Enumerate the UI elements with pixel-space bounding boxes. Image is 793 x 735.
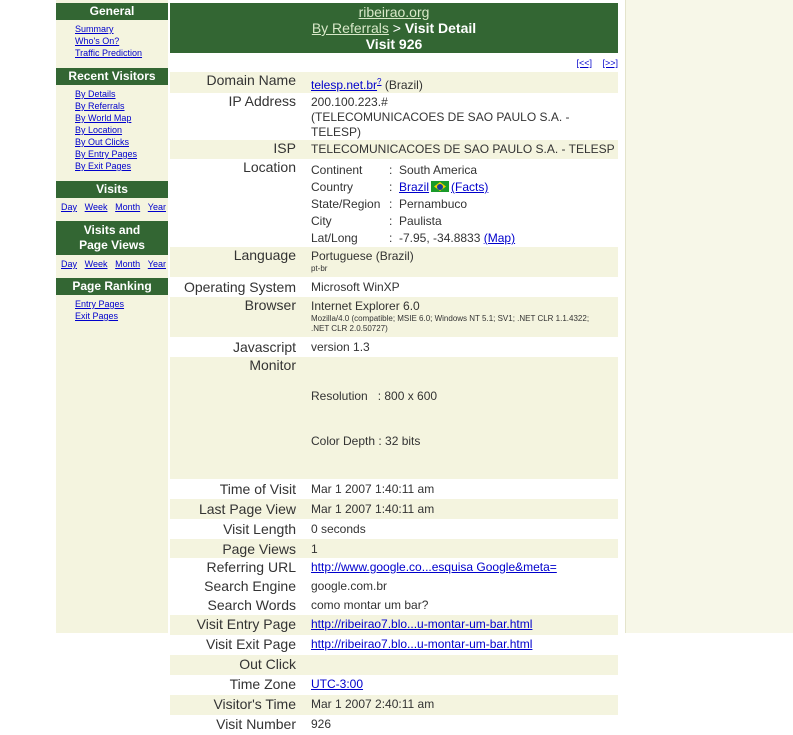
pageviews-month-link[interactable]: Month (115, 259, 141, 269)
link-by-details[interactable]: By Details (75, 89, 116, 99)
sidebar-general-links (56, 20, 168, 65)
main-content (170, 3, 618, 735)
value-browser (311, 297, 618, 337)
row-referring-url (170, 558, 618, 577)
link-by-world-map[interactable]: By World Map (75, 113, 132, 123)
row-search-engine (170, 577, 618, 596)
next-visit-link[interactable]: [>>] (602, 58, 618, 68)
row-entry-page (170, 615, 618, 635)
label-search-words: Search Words (207, 597, 296, 613)
label-time-of-visit: Time of Visit (219, 481, 296, 497)
pageviews-year-link[interactable]: Year (147, 259, 166, 269)
breadcrumb (170, 20, 618, 36)
label-visit-number: Visit Number (216, 716, 296, 732)
monitor-resolution: Resolution : 800 x 600 (311, 389, 438, 403)
sidebar-heading-visits-page-views (56, 221, 168, 255)
pageviews-period-links (56, 255, 168, 275)
value-time-of-visit: Mar 1 2007 1:40:11 am (311, 482, 435, 496)
label-visit-length: Visit Length (223, 521, 296, 537)
label-search-engine: Search Engine (204, 578, 296, 594)
breadcrumb-current: Visit Detail (404, 20, 477, 36)
location-latlong (311, 230, 618, 247)
link-by-exit-pages[interactable]: By Exit Pages (75, 161, 132, 171)
visit-detail-table (170, 72, 618, 735)
title-bar (170, 3, 618, 53)
country-key: Country (311, 180, 354, 194)
sidebar-recent-links (56, 85, 168, 178)
continent-value: South America (399, 163, 478, 177)
label-browser: Browser (170, 297, 311, 337)
ip-address: 200.100.223.# (311, 95, 388, 109)
browser-name: Internet Explorer 6.0 (311, 299, 420, 313)
row-page-views (170, 539, 618, 558)
language-name: Portuguese (Brazil) (311, 249, 414, 263)
city-value: Paulista (399, 214, 442, 228)
city-sep: : (389, 214, 393, 228)
latlong-sep: : (389, 231, 393, 245)
row-domain (170, 72, 618, 93)
visits-week-link[interactable]: Week (84, 202, 108, 212)
label-referring-url: Referring URL (206, 559, 296, 575)
row-time-of-visit (170, 479, 618, 499)
site-link[interactable]: ribeirao.org (358, 4, 430, 20)
location-country (311, 179, 618, 196)
link-entry-pages[interactable]: Entry Pages (75, 299, 125, 309)
latlong-key: Lat/Long (311, 231, 358, 245)
label-language: Language (170, 247, 311, 277)
state-sep: : (389, 197, 393, 211)
value-location (311, 159, 618, 247)
value-time-zone (311, 675, 618, 695)
label-exit-page: Visit Exit Page (205, 636, 296, 652)
heading-line-1: Visits and (83, 223, 141, 237)
value-entry-page (311, 615, 618, 635)
location-continent (311, 162, 618, 179)
value-os: Microsoft WinXP (311, 280, 400, 294)
domain-country: (Brazil) (381, 78, 423, 92)
value-visit-length: 0 seconds (311, 522, 366, 536)
value-domain (311, 72, 618, 93)
value-isp: TELECOMUNICACOES DE SAO PAULO S.A. - TELESP (311, 140, 618, 159)
value-exit-page (311, 635, 618, 655)
visits-month-link[interactable]: Month (115, 202, 141, 212)
sidebar-ranking-links (56, 295, 168, 328)
sidebar-heading-recent-visitors: Recent Visitors (56, 68, 168, 85)
pager (170, 53, 618, 72)
value-out-click (311, 655, 618, 675)
facts-link[interactable]: (Facts) (451, 180, 489, 194)
language-code: pt-br (311, 264, 328, 273)
row-out-click (170, 655, 618, 675)
link-traffic-prediction[interactable]: Traffic Prediction (75, 48, 143, 58)
row-isp (170, 140, 618, 159)
value-referring-url (311, 558, 618, 577)
row-visit-number (170, 715, 618, 735)
latlong-value: -7.95, -34.8833 (399, 231, 484, 245)
sidebar-heading-page-ranking: Page Ranking (56, 278, 168, 295)
continent-sep: : (389, 163, 393, 177)
ip-organization: (TELECOMUNICACOES DE SAO PAULO S.A. - TELESP) (311, 110, 570, 139)
row-language (170, 247, 618, 277)
sidebar-heading-visits: Visits (56, 181, 168, 198)
value-visitor-time: Mar 1 2007 2:40:11 am (311, 695, 618, 715)
right-margin-edge (625, 0, 626, 633)
row-os (170, 277, 618, 297)
link-by-out-clicks[interactable]: By Out Clicks (75, 137, 130, 147)
label-location: Location (243, 159, 296, 175)
map-link[interactable]: (Map) (483, 231, 516, 245)
label-javascript: Javascript (232, 339, 296, 355)
row-browser (170, 297, 618, 337)
visits-year-link[interactable]: Year (147, 202, 166, 212)
row-time-zone (170, 675, 618, 695)
row-last-page-view (170, 499, 618, 519)
link-by-entry-pages[interactable]: By Entry Pages (75, 149, 138, 159)
label-visitor-time: Visitor's Time (170, 695, 311, 715)
row-visit-length (170, 519, 618, 539)
row-exit-page (170, 635, 618, 655)
breadcrumb-by-referrals[interactable]: By Referrals (311, 20, 389, 36)
row-javascript (170, 337, 618, 357)
referring-url-link[interactable]: http://www.google.co...esquisa Google&meta= (311, 560, 557, 574)
label-ip: IP Address (228, 93, 296, 109)
sidebar (56, 0, 168, 633)
label-out-click: Out Click (170, 655, 311, 675)
row-visitor-time (170, 695, 618, 715)
pageviews-day-link[interactable]: Day (61, 259, 78, 269)
visits-day-link[interactable]: Day (61, 202, 78, 212)
row-location (170, 159, 618, 247)
label-time-zone: Time Zone (229, 676, 296, 692)
state-value: Pernambuco (399, 197, 468, 211)
link-by-location[interactable]: By Location (75, 125, 123, 135)
label-isp: ISP (170, 140, 311, 159)
row-monitor (170, 357, 618, 479)
row-search-words (170, 596, 618, 615)
heading-line-2: Page Views (79, 238, 145, 252)
label-page-views: Page Views (170, 539, 311, 558)
value-javascript: version 1.3 (311, 340, 370, 354)
entry-page-link[interactable]: http://ribeirao7.blo...u-montar-um-bar.html (311, 617, 533, 631)
sidebar-heading-general: General (56, 3, 168, 20)
location-state (311, 196, 618, 213)
country-sep: : (389, 180, 393, 194)
row-ip (170, 93, 618, 140)
monitor-color-depth: Color Depth : 32 bits (311, 434, 421, 448)
city-key: City (311, 214, 332, 228)
value-monitor (311, 357, 618, 479)
value-search-words: como montar um bar? (311, 598, 429, 612)
domain-link[interactable]: telesp.net.br (311, 78, 378, 92)
label-entry-page: Visit Entry Page (170, 615, 311, 635)
label-domain: Domain Name (170, 72, 311, 93)
right-margin (625, 0, 793, 633)
breadcrumb-separator: > (388, 20, 405, 36)
link-summary[interactable]: Summary (75, 24, 114, 34)
value-language (311, 247, 618, 277)
label-os: Operating System (183, 279, 296, 295)
value-last-page-view: Mar 1 2007 1:40:11 am (311, 499, 618, 519)
browser-user-agent: Mozilla/4.0 (compatible; MSIE 6.0; Windows NT 5.1; SV1; .NET CLR 1.1.4322; .NET CLR 2.0.50727) (311, 314, 590, 333)
domain-help-link[interactable]: ? (377, 77, 382, 86)
label-monitor: Monitor (170, 357, 311, 479)
link-by-referrals[interactable]: By Referrals (75, 101, 125, 111)
label-last-page-view: Last Page View (170, 499, 311, 519)
prev-visit-link[interactable]: [<<] (576, 58, 592, 68)
page-title: Visit 926 (365, 36, 423, 52)
country-link[interactable]: Brazil (399, 180, 430, 194)
visits-period-links (56, 198, 168, 218)
link-whos-on[interactable]: Who's On? (75, 36, 120, 46)
pageviews-week-link[interactable]: Week (84, 259, 108, 269)
time-zone-link[interactable]: UTC-3:00 (311, 677, 364, 691)
value-visit-number: 926 (311, 717, 332, 731)
location-city (311, 213, 618, 230)
link-exit-pages[interactable]: Exit Pages (75, 311, 119, 321)
brazil-flag-icon (431, 181, 449, 192)
state-key: State/Region (311, 197, 381, 211)
continent-key: Continent (311, 163, 363, 177)
exit-page-link[interactable]: http://ribeirao7.blo...u-montar-um-bar.html (311, 637, 533, 651)
value-search-engine: google.com.br (311, 579, 388, 593)
value-page-views: 1 (311, 539, 618, 558)
value-ip (311, 93, 618, 140)
